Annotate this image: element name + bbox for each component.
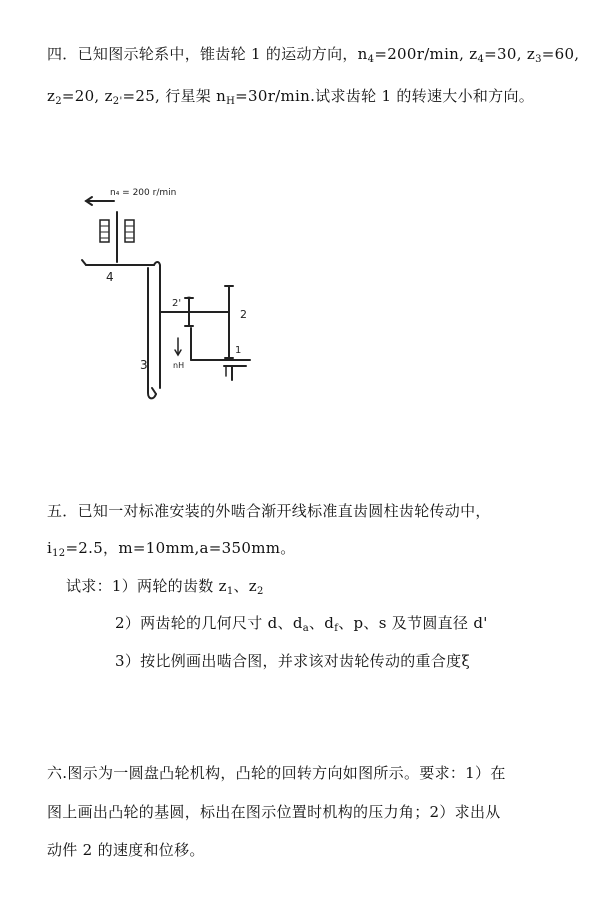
- bearing-right: [125, 220, 134, 242]
- q6-line-3: 动件 2 的速度和位移。: [47, 841, 205, 859]
- bearing-left: [100, 220, 109, 242]
- q5-line-1: 五．已知一对标准安装的外啮合渐开线标准直齿圆柱齿轮传动中，: [47, 502, 491, 520]
- speed-label: n₄ = 200 r/min: [110, 188, 177, 198]
- label-1: 1: [235, 345, 242, 356]
- gear-3-hub: [154, 262, 160, 388]
- q5-task-2: 2）两齿轮的几何尺寸 d、$d_a$、$d_f$、p、s 及节圆直径 d': [115, 614, 488, 634]
- label-2prime: 2': [172, 298, 182, 309]
- label-nh: nH: [173, 361, 185, 370]
- label-3: 3: [140, 358, 148, 372]
- gear-3-outer: [148, 268, 156, 398]
- gear-train-diagram: [64, 168, 304, 458]
- q5-line-2: $i_{12}=2.5$，m=10mm,a=350mm。: [47, 539, 296, 559]
- q5-task-3: 3）按比例画出啮合图，并求该对齿轮传动的重合度ξ: [115, 652, 471, 670]
- q6-line-1: 六.图示为一圆盘凸轮机构，凸轮的回转方向如图所示。要求：1）在: [47, 764, 506, 782]
- q4-line-2: $z_2=20$, $z_{2'}=25$, 行星架 $n_H=30r/\min$.试求齿轮 1 的转速大小和方向。: [47, 87, 535, 107]
- label-4: 4: [106, 270, 114, 284]
- gear-train-figure: [64, 168, 304, 458]
- q6-line-2: 图上画出凸轮的基圆，标出在图示位置时机构的压力角；2）求出从: [47, 803, 501, 821]
- label-2: 2: [240, 308, 247, 321]
- label-dash: -: [187, 290, 191, 303]
- q4-line-1: 四．已知图示轮系中，锥齿轮 1 的运动方向，$n_4=200r/\min$, $z_4=30$, $z_3=60$,: [47, 45, 580, 65]
- q5-task-1: 试求：1）两轮的齿数 $z_1$、$z_2$: [66, 577, 264, 597]
